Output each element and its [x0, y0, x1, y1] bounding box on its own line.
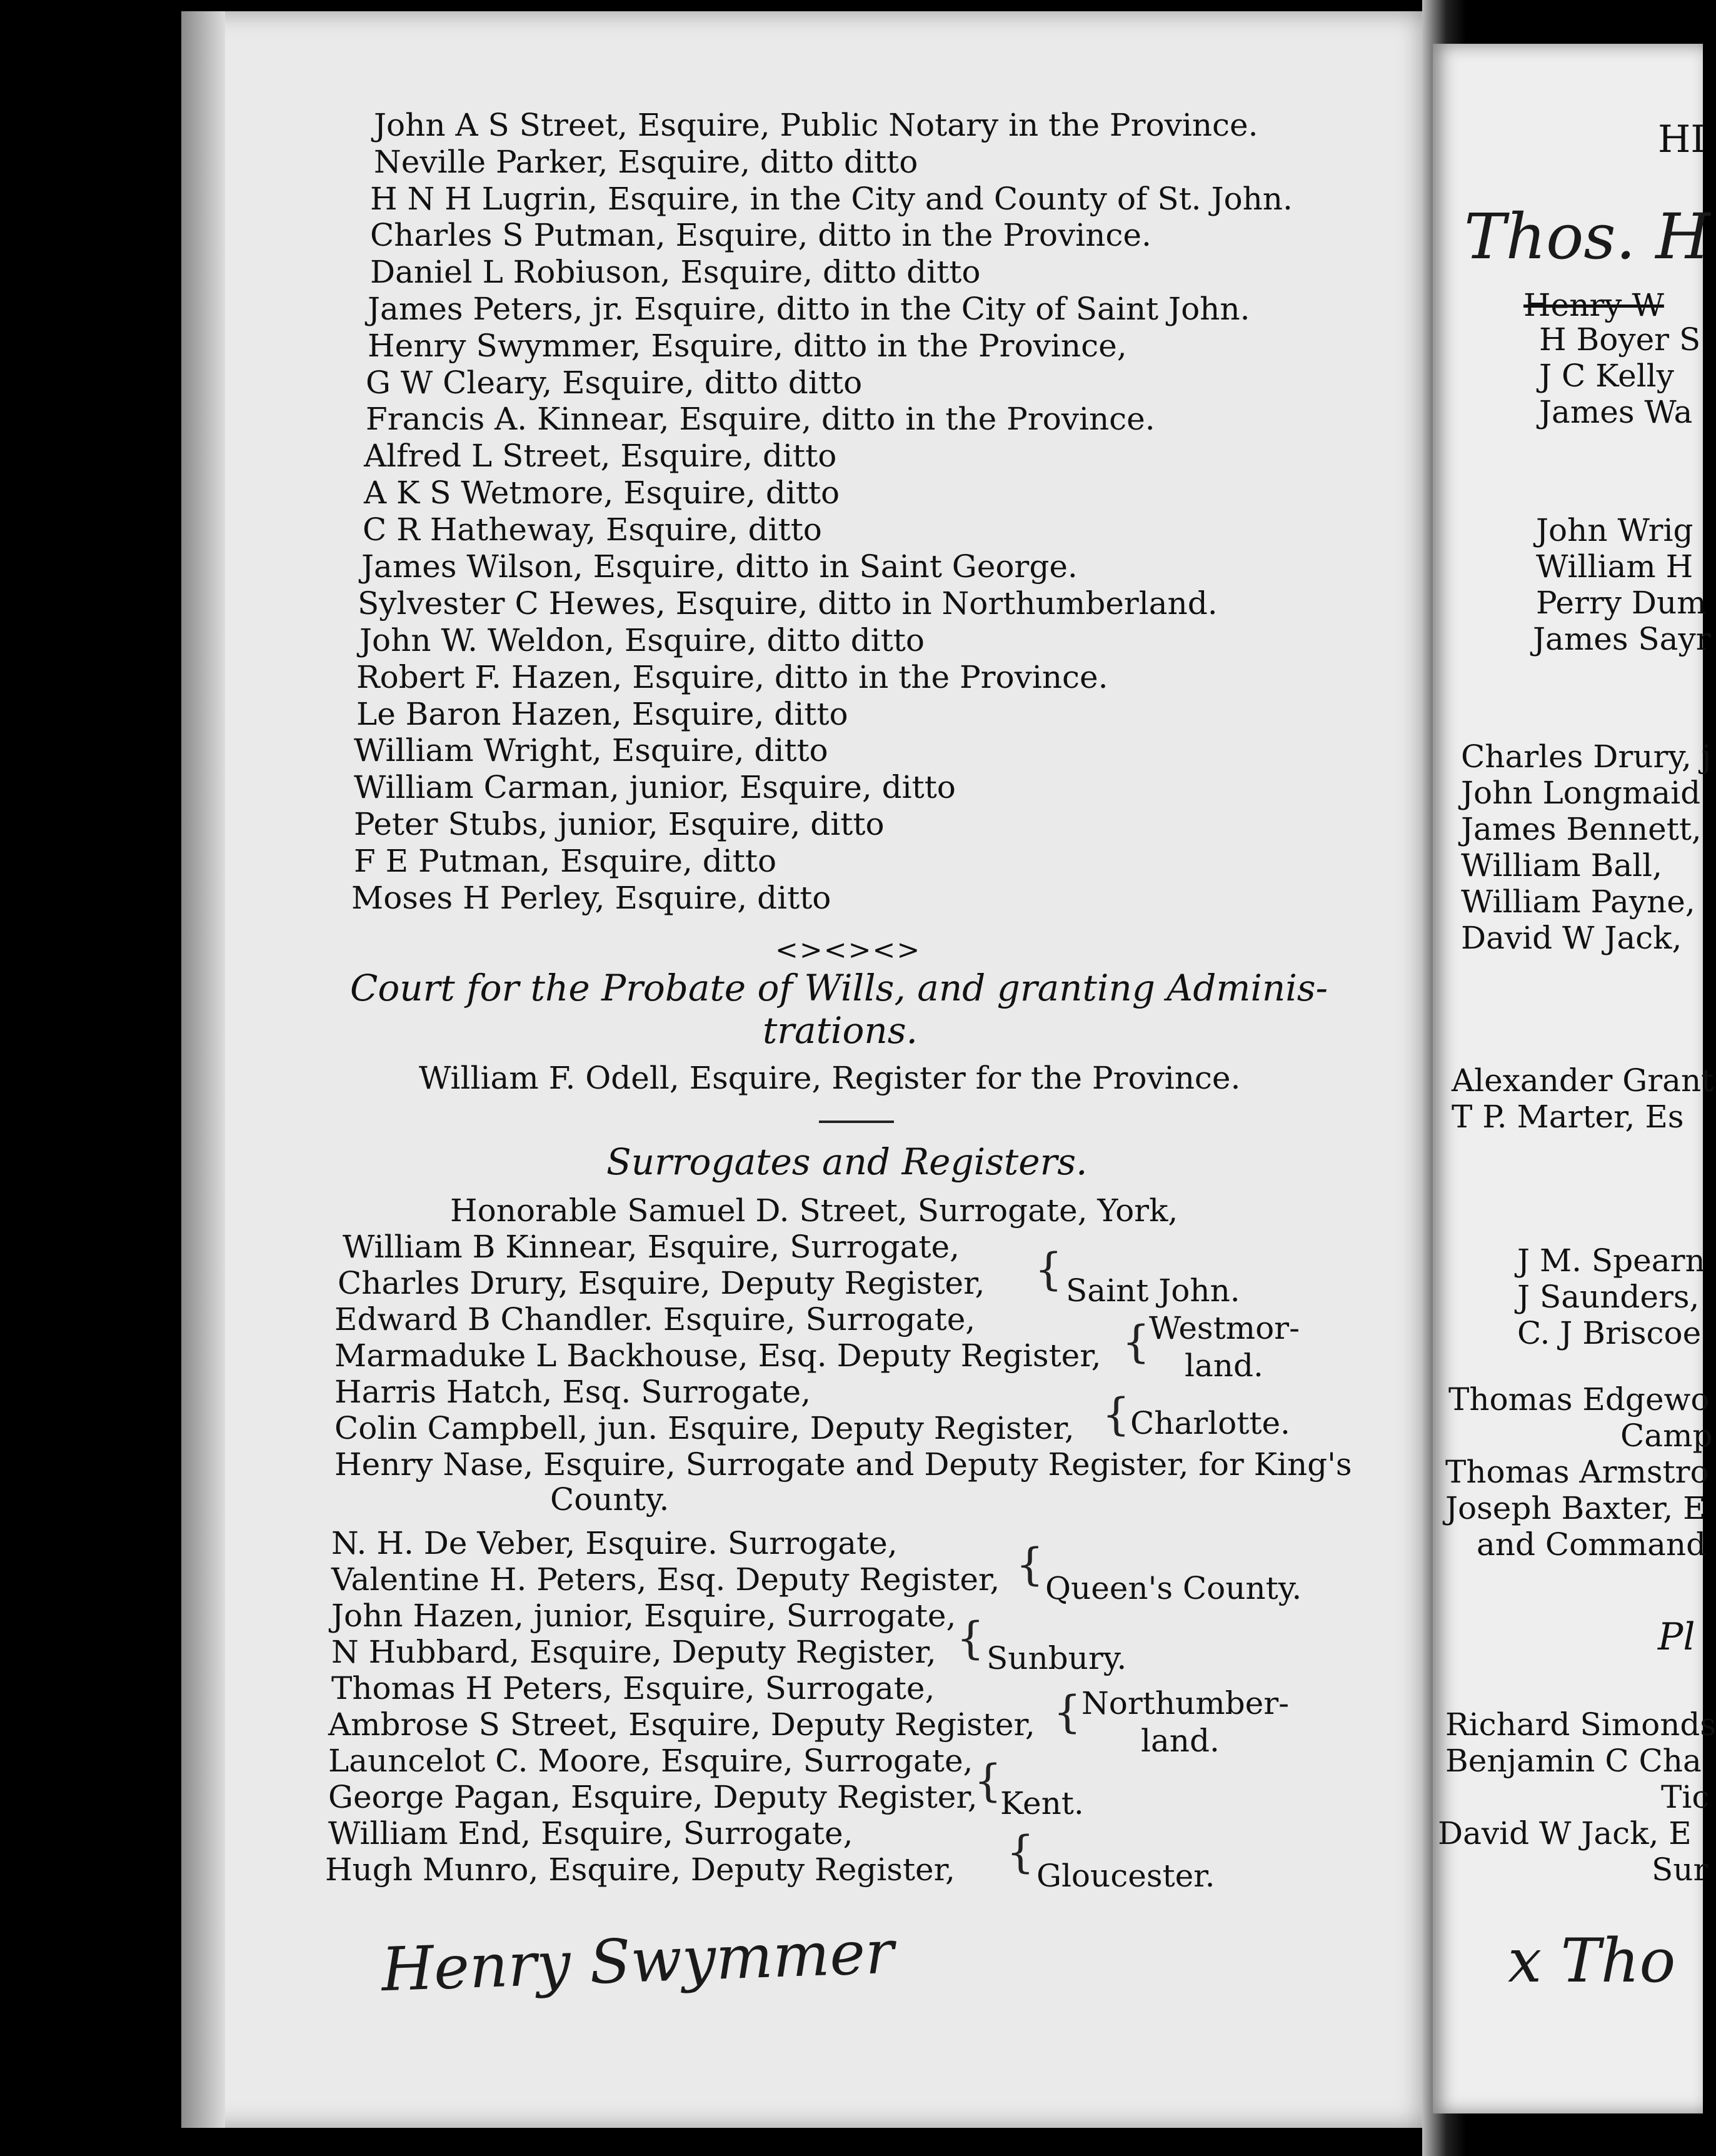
brace: { [1053, 1686, 1081, 1738]
register-line: William F. Odell, Esquire, Register for the Province. [419, 1060, 1241, 1096]
list-item: Harris Hatch, Esq. Surrogate, [334, 1374, 811, 1410]
right-page-heading: HI [1658, 118, 1706, 161]
list-item: H Boyer S [1539, 321, 1701, 358]
list-item: Moses H Perley, Esquire, ditto [351, 880, 831, 916]
crossed-entry: Henry W [1523, 287, 1664, 323]
list-item: J C Kelly [1539, 358, 1674, 394]
list-item: N. H. De Veber, Esquire. Surrogate, [331, 1525, 898, 1561]
list-item: George Pagan, Esquire, Deputy Register, [328, 1779, 978, 1815]
brace: { [956, 1613, 985, 1664]
county-label: land. [1141, 1723, 1220, 1759]
list-item: Perry Dum [1536, 585, 1707, 621]
list-item: Henry Nase, Esquire, Surrogate and Deputy Register, for King's [334, 1446, 1352, 1483]
list-item: Thomas Armstro [1445, 1454, 1709, 1490]
list-item: Thomas Edgewo [1448, 1381, 1710, 1418]
county-label: Gloucester. [1036, 1858, 1215, 1894]
ornament-divider: <><><> [775, 934, 921, 966]
list-item: T P. Marter, Es [1452, 1099, 1684, 1135]
list-item: Tic [1661, 1779, 1710, 1815]
list-item: Francis A. Kinnear, Esquire, ditto in the Province. [366, 401, 1155, 437]
court-heading-continued: trations. [763, 1009, 918, 1052]
brace: { [1035, 1244, 1063, 1295]
list-item: County. [550, 1481, 670, 1518]
brace: { [1122, 1316, 1150, 1368]
list-item: Le Baron Hazen, Esquire, ditto [356, 696, 848, 732]
list-item: Thomas H Peters, Esquire, Surrogate, [331, 1670, 935, 1706]
list-item: C R Hatheway, Esquire, ditto [363, 511, 822, 548]
list-item: Richard Simonds [1445, 1706, 1716, 1743]
county-label: Kent. [1000, 1785, 1084, 1821]
list-item: Henry Swymmer, Esquire, ditto in the Province, [368, 328, 1127, 364]
brace: { [974, 1755, 1002, 1806]
list-item: and Command [1477, 1526, 1707, 1563]
list-item: Robert F. Hazen, Esquire, ditto in the Province. [356, 659, 1108, 695]
list-item: John W. Weldon, Esquire, ditto ditto [359, 622, 925, 658]
list-item: David W Jack, E [1438, 1815, 1692, 1851]
county-label: Sunbury. [986, 1640, 1127, 1676]
list-item: Honorable Samuel D. Street, Surrogate, York, [450, 1192, 1178, 1229]
list-item: James Sayr [1533, 621, 1711, 657]
list-item: J M. Spearn [1517, 1242, 1705, 1279]
county-label: land. [1185, 1348, 1263, 1384]
brace: { [1016, 1539, 1044, 1590]
court-heading: Court for the Probate of Wills, and granting Adminis- [350, 967, 1328, 1009]
list-item: Valentine H. Peters, Esq. Deputy Register, [331, 1561, 1000, 1598]
list-item: William H [1536, 548, 1693, 585]
handwritten-signature: Henry Swymmer [380, 1917, 895, 2005]
county-label: Northumber- [1081, 1685, 1290, 1721]
list-item: William End, Esquire, Surrogate, [328, 1815, 853, 1851]
list-item: J Saunders, [1517, 1279, 1700, 1315]
list-item: Launcelot C. Moore, Esquire, Surrogate, [328, 1743, 973, 1779]
list-item: John Hazen, junior, Esquire, Surrogate, [331, 1598, 956, 1634]
list-item: Charles Drury, Esquire, Deputy Register, [338, 1265, 985, 1301]
list-item: Hugh Munro, Esquire, Deputy Register, [325, 1851, 955, 1888]
county-label: Charlotte. [1130, 1405, 1290, 1441]
list-item: Charles S Putman, Esquire, ditto in the Province. [370, 217, 1152, 253]
list-item: William B Kinnear, Esquire, Surrogate, [343, 1229, 960, 1265]
county-label: Westmor- [1149, 1310, 1300, 1346]
list-item: Charles Drury, j [1461, 738, 1712, 775]
right-page [1433, 44, 1716, 2113]
list-item: John A S Street, Esquire, Public Notary in the Province. [374, 107, 1258, 143]
list-item: John Wrig [1536, 512, 1693, 548]
list-item: A K S Wetmore, Esquire, ditto [364, 475, 840, 511]
list-item: William Payne, [1461, 884, 1695, 920]
list-item: C. J Briscoe [1517, 1315, 1702, 1351]
section-heading: Pl [1658, 1615, 1695, 1659]
list-item: David W Jack, [1461, 920, 1682, 956]
list-item: Ambrose S Street, Esquire, Deputy Register, [328, 1706, 1035, 1743]
brace: { [1006, 1826, 1035, 1878]
list-item: Alexander Grant [1452, 1062, 1714, 1099]
list-item: G W Cleary, Esquire, ditto ditto [366, 365, 863, 401]
handwritten-note: x Tho [1508, 1926, 1676, 1996]
list-item: N Hubbard, Esquire, Deputy Register, [331, 1634, 936, 1670]
list-item: William Ball, [1461, 847, 1663, 884]
list-item: Peter Stubs, junior, Esquire, ditto [354, 806, 885, 842]
list-item: William Carman, junior, Esquire, ditto [354, 769, 956, 805]
list-item: Alfred L Street, Esquire, ditto [364, 438, 837, 474]
list-item: Colin Campbell, jun. Esquire, Deputy Register, [334, 1410, 1075, 1446]
list-item: Camp [1620, 1418, 1713, 1454]
list-item: James Bennett, [1461, 811, 1702, 847]
section-rule [819, 1121, 894, 1123]
list-item: James Wilson, Esquire, ditto in Saint George. [361, 548, 1078, 585]
list-item: Benjamin C Cha [1445, 1743, 1702, 1779]
list-item: William Wright, Esquire, ditto [354, 732, 828, 768]
list-item: John Longmaid [1461, 775, 1701, 811]
surrogates-heading: Surrogates and Registers. [606, 1141, 1088, 1183]
brace: { [1102, 1389, 1130, 1440]
list-item: Daniel L Robiuson, Esquire, ditto ditto [370, 254, 981, 290]
list-item: Sylvester C Hewes, Esquire, ditto in Northumberland. [358, 585, 1218, 622]
list-item: Joseph Baxter, E [1445, 1490, 1706, 1526]
list-item: James Wa [1539, 394, 1693, 430]
list-item: F E Putman, Esquire, ditto [354, 843, 777, 879]
list-item: Marmaduke L Backhouse, Esq. Deputy Register, [334, 1337, 1101, 1374]
list-item: H N H Lugrin, Esquire, in the City and County of St. John. [370, 181, 1293, 217]
county-label: Saint John. [1066, 1272, 1240, 1309]
list-item: Neville Parker, Esquire, ditto ditto [374, 144, 918, 180]
list-item: Sur [1652, 1851, 1708, 1888]
county-label: Queen's County. [1045, 1570, 1302, 1606]
list-item: James Peters, jr. Esquire, ditto in the City of Saint John. [368, 291, 1250, 327]
handwritten-note: Thos. H [1464, 200, 1710, 273]
list-item: Edward B Chandler. Esquire, Surrogate, [334, 1301, 976, 1337]
